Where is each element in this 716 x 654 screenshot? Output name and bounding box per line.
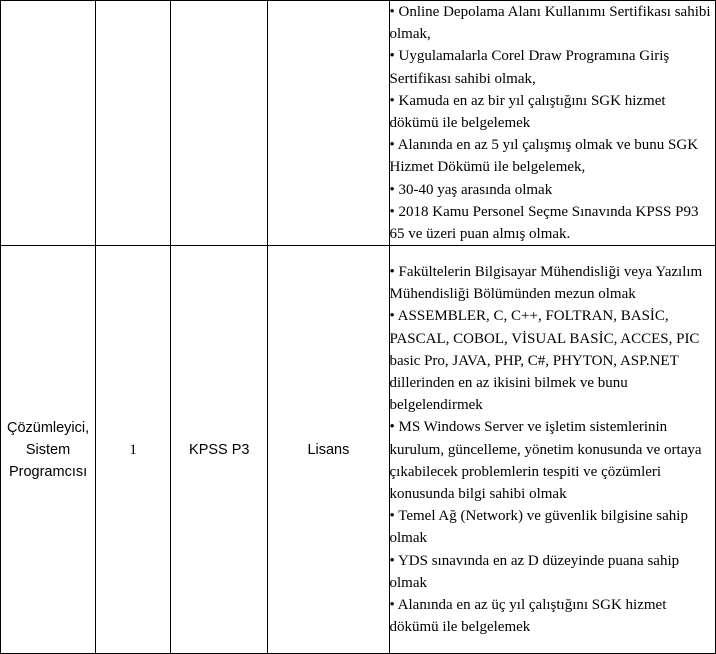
table-row: [1, 1, 716, 246]
requirement-item: • Online Depolama Alanı Kullanımı Sertifikası sahibi olmak,: [389, 4, 711, 43]
count-cell: 1: [96, 246, 171, 654]
requirements-cell: [389, 1, 716, 246]
requirement-item: • Fakültelerin Bilgisayar Mühendisliği veya Yazılım Mühendisliği Bölümünden mezun olmak: [389, 264, 703, 303]
table-row: [1, 246, 716, 654]
requirement-item: • Uygulamalarla Corel Draw Programına Giriş Sertifikası sahibi olmak,: [389, 48, 670, 87]
requirement-item: • Alanında en az 5 yıl çalışmış olmak ve bunu SGK Hizmet Dökümü ile belgelemek,: [389, 137, 699, 176]
education-cell: Lisans: [268, 246, 389, 654]
requirements-cell: [389, 246, 716, 654]
position-title-line: Sistem: [25, 441, 71, 458]
requirement-item: • YDS sınavında en az D düzeyinde puana sahip olmak: [389, 552, 680, 591]
requirement-item: • Temel Ağ (Network) ve güvenlik bilgisine sahip olmak: [389, 508, 688, 547]
exam-cell: KPSS P3: [171, 246, 268, 654]
position-title-line: Çözümleyici,: [6, 419, 90, 436]
requirement-item: • 2018 Kamu Personel Seçme Sınavında KPSS P93 65 ve üzeri puan almış olmak.: [389, 203, 699, 243]
requirement-item: • Alanında en az üç yıl çalıştığını SGK hizmet dökümü ile belgelemek: [389, 597, 667, 636]
count-cell: [96, 1, 171, 246]
position-cell: [1, 246, 96, 654]
exam-cell: [171, 1, 268, 246]
requirement-item: • ASSEMBLER, C, C++, FOLTRAN, BASİC, PASCAL, COBOL, VİSUAL BASİC, ACCES, PIC basic Pro, JAVA, PHP, C#, PHYTON, ASP.NET dillerinden en az ikisini bilmek ve bunu belgelendirmek: [389, 308, 700, 414]
position-cell: [1, 1, 96, 246]
position-title-line: Programcısı: [8, 463, 88, 480]
requirement-item: • Kamuda en az bir yıl çalıştığını SGK hizmet dökümü ile belgelemek: [389, 92, 666, 132]
requirement-item: • MS Windows Server ve işletim sistemlerinin kurulum, güncelleme, yönetim konusunda ve ortaya çıkabilecek problemlerin tespiti ve çözümleri konusunda bilgi sahibi olmak: [389, 419, 702, 503]
education-cell: [268, 1, 389, 246]
requirement-item: • 30-40 yaş arasında olmak: [389, 181, 553, 198]
